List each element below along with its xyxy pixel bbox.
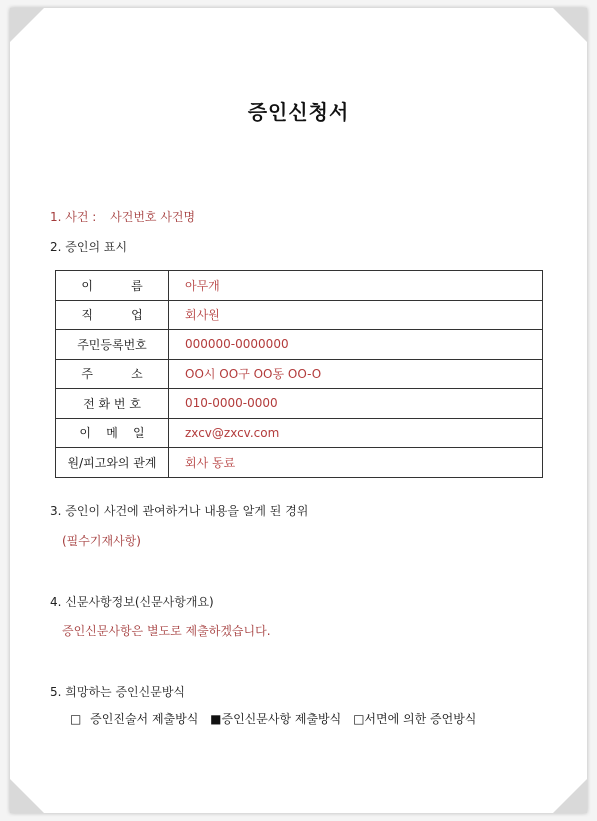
option-checkbox-unchecked[interactable]: □: [70, 712, 82, 726]
page-corner-fold: [10, 8, 44, 42]
case-value: 사건번호 사건명: [110, 210, 196, 224]
section-2-heading: 2. 증인의 표시: [50, 240, 128, 254]
option-label: 서면에 의한 증언방식: [364, 712, 477, 726]
row-label-email: 이 메 일: [56, 418, 169, 448]
case-label: 1. 사건 :: [50, 210, 97, 224]
table-row: [56, 448, 543, 478]
option-label: 증인진술서 제출방식: [90, 712, 199, 726]
option-checkbox-checked[interactable]: ■: [210, 712, 222, 726]
page-corner-fold: [553, 8, 587, 42]
page-corner-fold: [10, 779, 44, 813]
document-title: 증인신청서: [247, 100, 350, 124]
page-corner-fold: [553, 779, 587, 813]
section-3-note: (필수기재사항): [62, 534, 141, 548]
table-row: [56, 418, 543, 448]
table-row: [56, 300, 543, 330]
row-label-relation: 원/피고와의 관계: [56, 448, 169, 478]
row-value-name: 아무개: [169, 271, 543, 301]
row-label-occupation: 직 업: [56, 300, 169, 330]
section-5-heading: 5. 희망하는 증인신문방식: [50, 685, 185, 699]
row-label-name: 이 름: [56, 271, 169, 301]
row-value-email: zxcv@zxcv.com: [169, 418, 543, 448]
option-label: 증인신문사항 제출방식: [221, 712, 342, 726]
option-checkbox-unchecked[interactable]: □: [353, 712, 365, 726]
row-label-phone: 전 화 번 호: [56, 389, 169, 419]
row-value-resident-number: 000000-0000000: [169, 330, 543, 360]
row-value-address: OO시 OO구 OO동 OO-O: [169, 359, 543, 389]
case-line: [50, 208, 195, 225]
table-row: [56, 389, 543, 419]
table-row: [56, 330, 543, 360]
section-3-heading: 3. 증인이 사건에 관여하거나 내용을 알게 된 경위: [50, 504, 309, 518]
row-label-address: 주 소: [56, 359, 169, 389]
examination-method-options: [70, 710, 476, 727]
row-label-resident-number: 주민등록번호: [56, 330, 169, 360]
witness-info-table: [55, 270, 543, 478]
table-row: [56, 271, 543, 301]
row-value-relation: 회사 동료: [169, 448, 543, 478]
section-4-heading: 4. 신문사항정보(신문사항개요): [50, 595, 214, 609]
table-row: [56, 359, 543, 389]
row-value-occupation: 회사원: [169, 300, 543, 330]
section-4-note: 증인신문사항은 별도로 제출하겠습니다.: [62, 624, 271, 638]
row-value-phone: 010-0000-0000: [169, 389, 543, 419]
